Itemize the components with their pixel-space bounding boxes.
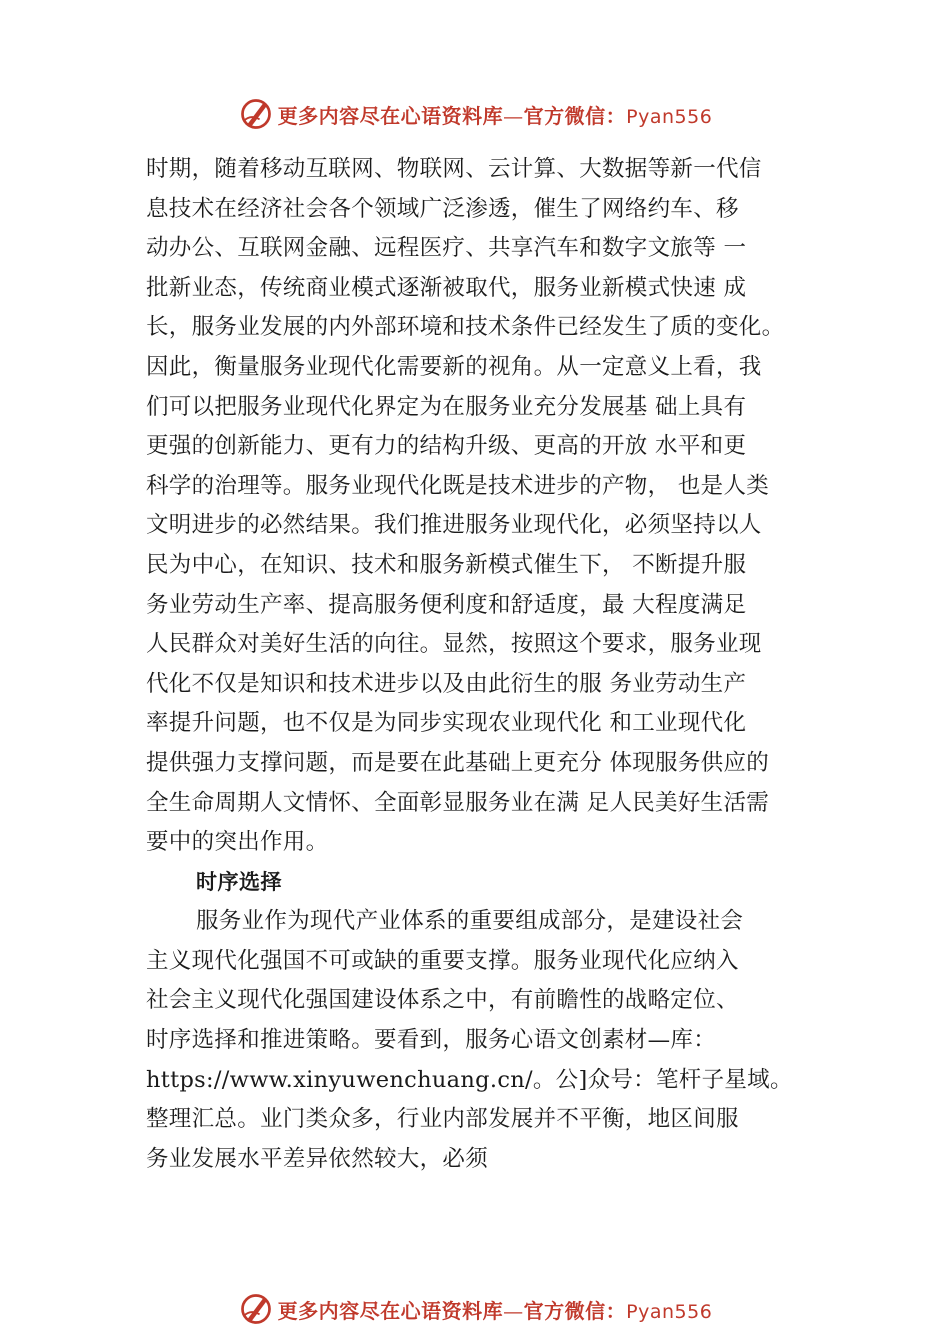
banner-wechat-id: Pyan556 [626,105,713,128]
body-line: 要中的突出作用。 [146,829,329,856]
banner-official: 官方微信： [523,103,627,128]
body-line-url: https://www.xinyuwenchuang.cn/。公]众号：笔杆子星域。 [146,1066,793,1093]
body-line: 息技术在经济社会各个领域广泛渗透，催生了网络约车、移 [146,195,739,222]
body-line: 因此，衡量服务业现代化需要新的视角。从一定意义上看，我 [146,353,762,380]
pen-circle-logo-icon [238,96,274,132]
banner-wechat-id: Pyan556 [626,1300,713,1323]
body-line: 更强的创新能力、更有力的结构升级、更高的开放 水平和更 [146,433,747,460]
body-line: 科学的治理等。服务业现代化既是技术进步的产物， 也是人类 [146,472,770,499]
body-line: 时序选择和推进策略。要看到，服务心语文创素材—库： [146,1027,717,1054]
banner-text [278,100,713,129]
banner-text [278,1295,713,1324]
banner-dash: — [503,1298,524,1323]
section-heading: 时序选择 [196,869,282,894]
body-line: 们可以把服务业现代化界定为在服务业充分发展基 础上具有 [146,393,747,420]
body-line: 动办公、互联网金融、远程医疗、共享汽车和数字文旅等 一 [146,235,747,262]
banner-official: 官方微信： [523,1298,627,1323]
pen-circle-logo-icon [238,1291,274,1327]
body-line: 率提升问题，也不仅是为同步实现农业现代化 和工业现代化 [146,710,747,737]
body-line: 人民群众对美好生活的向往。显然，按照这个要求，服务业现 [146,631,762,658]
header-watermark-banner [0,94,950,134]
body-line: 文明进步的必然结果。我们推进服务业现代化，必须坚持以人 [146,512,762,539]
body-line: 批新业态，传统商业模式逐渐被取代，服务业新模式快速 成 [146,274,747,301]
body-line: 长，服务业发展的内外部环境和技术条件已经发生了质的变化。 [146,314,785,341]
body-line: 民为中心，在知识、技术和服务新模式催生下， 不断提升服 [146,551,747,578]
body-line: 代化不仅是知识和技术进步以及由此衍生的服 务业劳动生产 [146,670,747,697]
body-line: 服务业作为现代产业体系的重要组成部分，是建设社会 [196,908,744,935]
body-line: 务业劳动生产率、提高服务便利度和舒适度，最 大程度满足 [146,591,747,618]
banner-dash: — [503,103,524,128]
body-line: 务业发展水平差异依然较大，必须 [146,1145,489,1172]
body-line: 时期，随着移动互联网、物联网、云计算、大数据等新一代信 [146,156,762,182]
body-line: 主义现代化强国不可或缺的重要支撑。服务业现代化应纳入 [146,947,739,974]
body-line: 社会主义现代化强国建设体系之中，有前瞻性的战略定位、 [146,987,739,1014]
footer-watermark-banner [0,1289,950,1329]
banner-brand: 更多内容尽在心语资料库 [277,1298,504,1323]
document-body [146,150,836,1179]
body-line: 整理汇总。业门类众多，行业内部发展并不平衡，地区间服 [146,1106,739,1133]
banner-brand: 更多内容尽在心语资料库 [277,103,504,128]
body-line: 提供强力支撑问题，而是要在此基础上更充分 体现服务供应的 [146,749,770,776]
body-line: 全生命周期人文情怀、全面彰显服务业在满 足人民美好生活需 [146,789,770,816]
